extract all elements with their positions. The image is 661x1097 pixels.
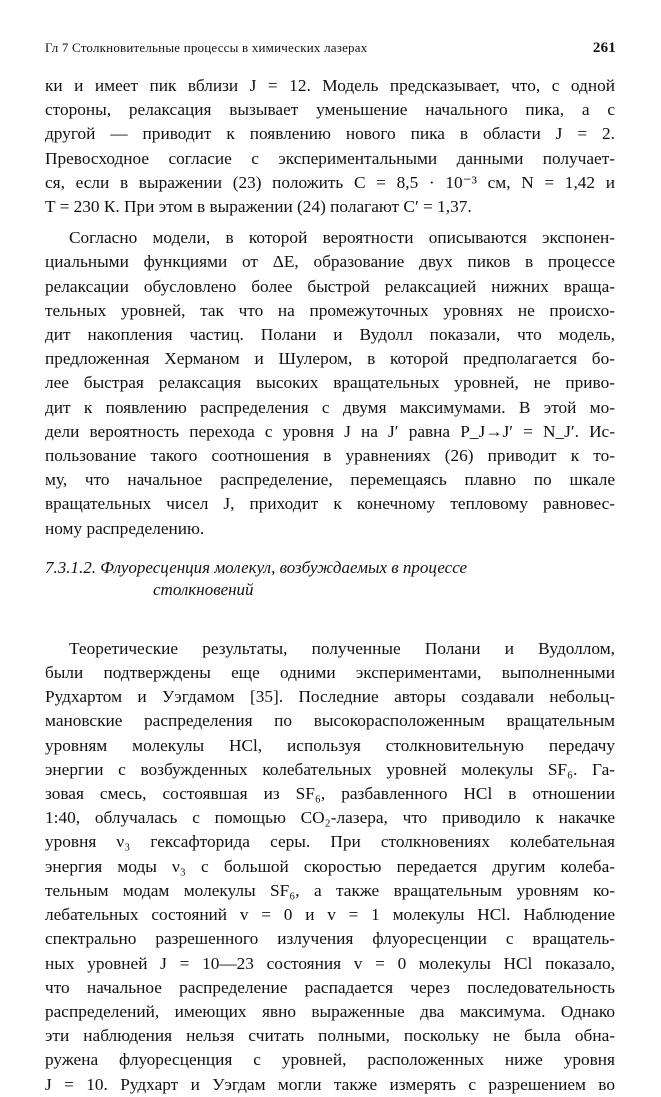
text-line: лее быстрая релаксация высоких вращательных уровней, не приво- (45, 373, 615, 393)
text-line: Согласно модели, в которой вероятности описываются экспонен- (69, 228, 615, 248)
text-line: тельных уровней, так что на промежуточных уровнях не происхо- (45, 300, 615, 320)
section-heading (45, 557, 615, 601)
text-line: тельным модам молекулы SF₆, а также вращательным уровням ко- (45, 880, 615, 900)
page-number: 261 (592, 40, 616, 56)
text-line: уровням молекулы HCl, используя столкновительную передачу (45, 735, 615, 755)
running-header (45, 40, 616, 57)
text-line: эти наблюдения нельзя считать полными, поскольку не была обна- (45, 1026, 615, 1046)
text-line: дит накопления частиц. Полани и Вудолл показали, что модель, (45, 325, 615, 345)
paragraph-3 (45, 637, 615, 1097)
text-line: релаксации обусловлено более быстрой релаксацией нижних враща- (45, 276, 615, 296)
text-line: ному распределению. (45, 518, 205, 538)
text-line: что начальное распределение распадается через последовательность (45, 977, 615, 997)
text-line: 1:40, облучалась с помощью CO₂-лазера, что приводило к накачке (45, 808, 615, 828)
text-line: дит к появлению распределения с двумя максимумами. В этой мо- (45, 397, 615, 417)
section-number: 7.3.1.2. (45, 557, 96, 577)
section-title-line-1: Флуоресценция молекул, возбуждаемых в процессе (100, 557, 468, 577)
text-line: распределений, имеющих явно выраженные два максимума. Однако (45, 1001, 615, 1021)
text-line: зовая смесь, состоявшая из SF₆, разбавленного HCl в отношении (45, 784, 615, 804)
text-line: стороны, релаксация вызывает уменьшение начального пика, а с (45, 100, 615, 120)
text-line: J = 10. Рудхарт и Уэгдам могли также измерять с разрешением во (45, 1074, 615, 1094)
running-title: Гл 7 Столкновительные процессы в химических лазерах (45, 40, 368, 55)
text-line: уровня ν₃ гексафторида серы. При столкновениях колебательная (45, 832, 615, 852)
text-line: ружена флуоресценция с уровней, расположенных ниже уровня (45, 1050, 615, 1070)
text-line: Теоретические результаты, полученные Полани и Вудоллом, (69, 638, 615, 658)
text-line: ся, если в выражении (23) положить C = 8,5 · 10⁻³ см, N = 1,42 и (45, 172, 615, 192)
section-title-line-2: столкновений (153, 579, 254, 599)
text-line: пользование такого соотношения в уравнениях (26) приводит к то- (45, 446, 615, 466)
text-line: другой — приводит к появлению нового пика в области J = 2. (45, 124, 615, 144)
text-line: ных уровней J = 10—23 состояния v = 0 молекулы HCl показало, (45, 953, 615, 973)
text-line: Превосходное согласие с экспериментальными данными получает- (45, 148, 615, 168)
text-line: лебательных состояний v = 0 и v = 1 молекулы HCl. Наблюдение (45, 905, 615, 925)
text-line: циальными функциями от ΔE, образование двух пиков в процессе (45, 252, 615, 272)
text-line: му, что начальное распределение, перемещаясь плавно по шкале (45, 470, 615, 490)
text-line: энергия моды ν₃ с большой скоростью передается другим колеба- (45, 856, 615, 876)
body-text (45, 74, 615, 1097)
text-line: Рудхартом и Уэгдамом [35]. Последние авторы создавали небольц- (45, 687, 615, 707)
text-line: мановские распределения по высокорасположенным вращательным (45, 711, 615, 731)
text-line: дели вероятность перехода с уровня J на J′ равна P_J→J′ = N_J′. Ис- (45, 421, 615, 441)
paragraph-1 (45, 74, 615, 219)
paragraph-2 (45, 226, 615, 541)
text-line: были подтверждены еще одними экспериментами, выполненными (45, 663, 615, 683)
text-line: предложенная Херманом и Шулером, в которой предполагается бо- (45, 349, 615, 369)
text-line: энергии с возбужденных колебательных уровней молекулы SF₆. Га- (45, 759, 615, 779)
text-line: спектрально разрешенного излучения флуоресценции с вращатель- (45, 929, 615, 949)
text-line: вращательных чисел J, приходит к конечному тепловому равновес- (45, 494, 615, 514)
text-line: ки и имеет пик вблизи J = 12. Модель предсказывает, что, с одной (45, 76, 615, 95)
text-line: T = 230 К. При этом в выражении (24) полагают C′ = 1,37. (45, 197, 472, 217)
